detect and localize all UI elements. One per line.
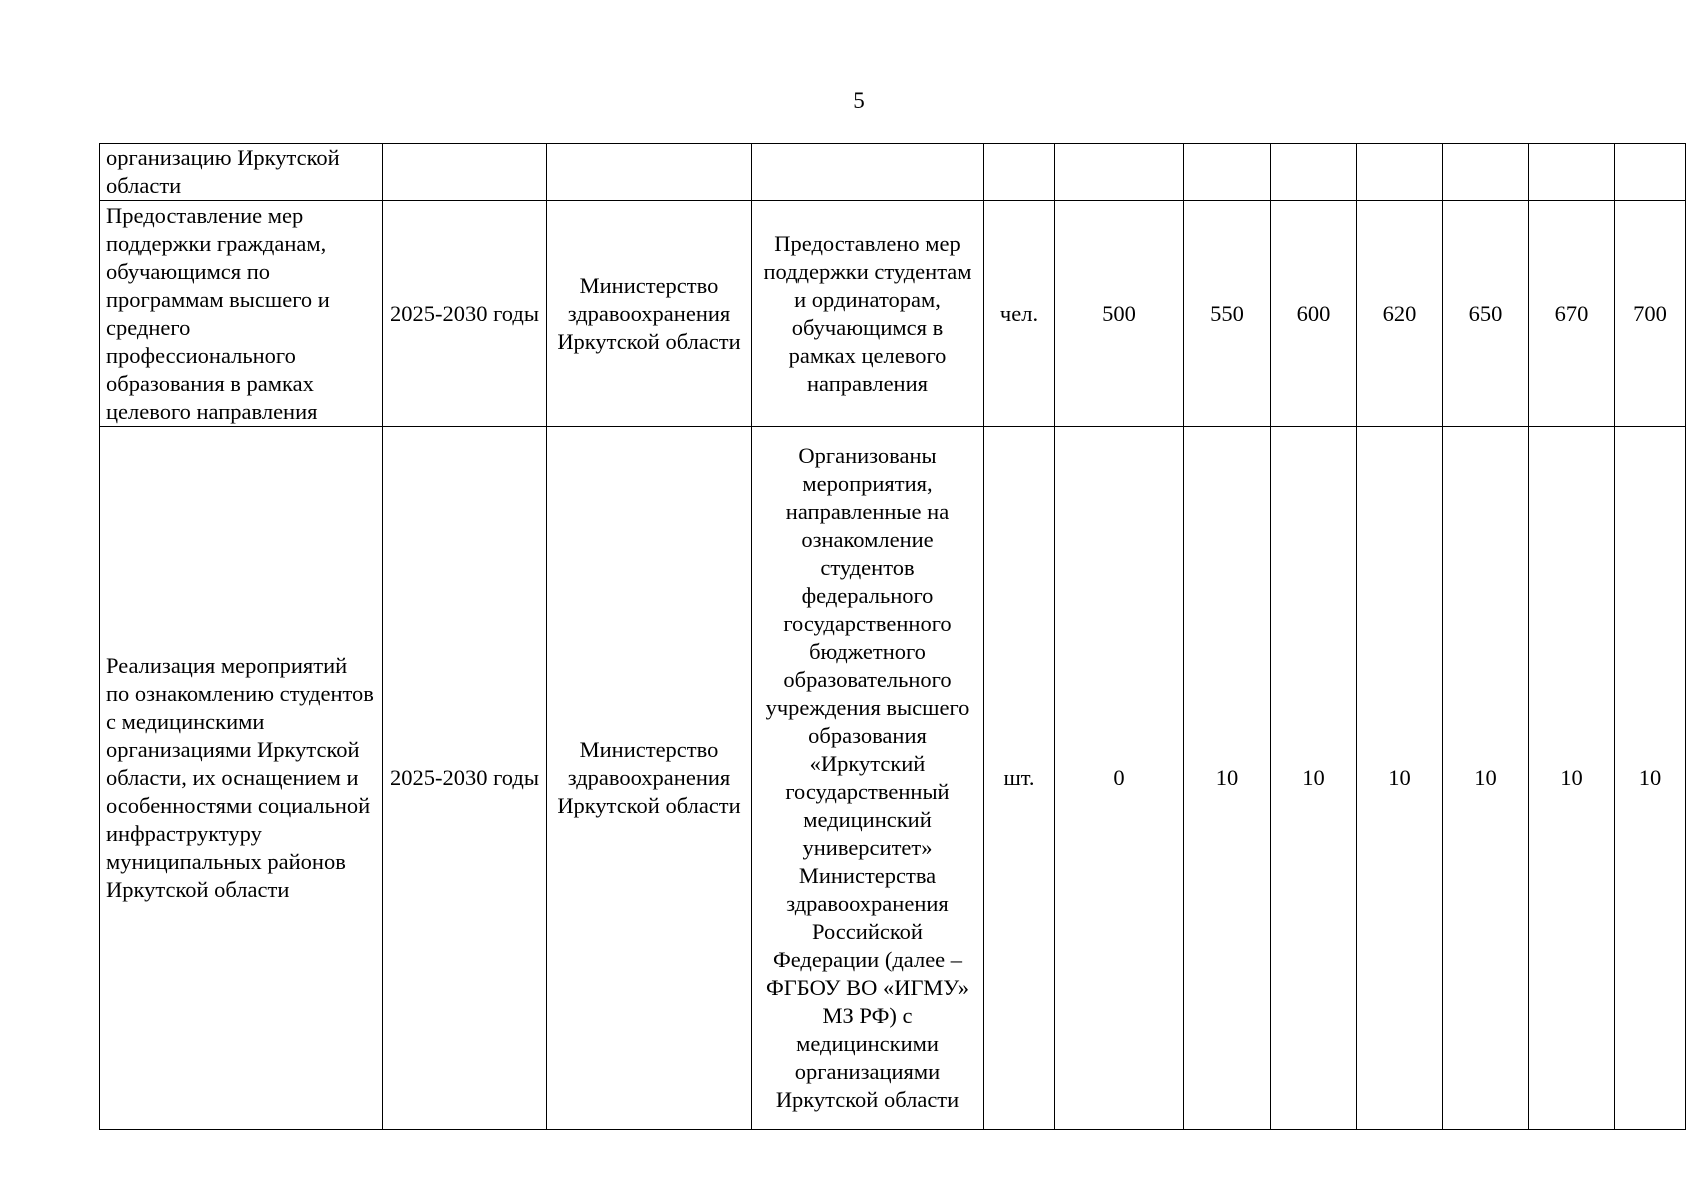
executor-cell [547, 144, 752, 201]
value-cell [1357, 144, 1443, 201]
value-cell [1529, 144, 1615, 201]
value-cell: 600 [1271, 201, 1357, 427]
event-cell: Предоставление мер поддержки гражданам, обучающимся по программам высшего и среднего профессионального образования в рамках целевого направления [100, 201, 383, 427]
value-cell: 650 [1443, 201, 1529, 427]
value-cell: 500 [1055, 201, 1184, 427]
executor-cell: Министерство здравоохранения Иркутской области [547, 427, 752, 1130]
event-cell: организацию Иркутской области [100, 144, 383, 201]
indicator-cell: Организованы мероприятия, направленные на ознакомление студентов федерального государственного бюджетного образовательного учреждения высшего образования «Иркутский государственный медицинский университет» Министерства здравоохранения Российской Федерации (далее – ФГБОУ ВО «ИГМУ» МЗ РФ) с медицинскими организациями Иркутской области [752, 427, 984, 1130]
indicator-cell: Предоставлено мер поддержки студентам и ординаторам, обучающимся в рамках целевого направления [752, 201, 984, 427]
program-table [99, 143, 1686, 1130]
value-cell: 10 [1529, 427, 1615, 1130]
table-row [100, 201, 1686, 427]
value-cell: 10 [1443, 427, 1529, 1130]
value-cell: 0 [1055, 427, 1184, 1130]
period-cell: 2025-2030 годы [383, 201, 547, 427]
period-cell: 2025-2030 годы [383, 427, 547, 1130]
value-cell [1271, 144, 1357, 201]
value-cell: 550 [1184, 201, 1271, 427]
unit-cell: чел. [984, 201, 1055, 427]
event-cell: Реализация мероприятий по ознакомлению студентов с медицинскими организациями Иркутской области, их оснащением и особенностями социальной инфраструктуру муниципальных районов Иркутской области [100, 427, 383, 1130]
value-cell: 10 [1184, 427, 1271, 1130]
value-cell: 620 [1357, 201, 1443, 427]
value-cell: 670 [1529, 201, 1615, 427]
value-cell: 10 [1271, 427, 1357, 1130]
value-cell [1184, 144, 1271, 201]
table-row [100, 144, 1686, 201]
indicator-cell [752, 144, 984, 201]
value-cell: 10 [1615, 427, 1686, 1130]
unit-cell: шт. [984, 427, 1055, 1130]
period-cell [383, 144, 547, 201]
value-cell [1443, 144, 1529, 201]
table-row [100, 427, 1686, 1130]
value-cell [1615, 144, 1686, 201]
value-cell: 10 [1357, 427, 1443, 1130]
executor-cell: Министерство здравоохранения Иркутской области [547, 201, 752, 427]
value-cell: 700 [1615, 201, 1686, 427]
page-number: 5 [853, 88, 865, 113]
unit-cell [984, 144, 1055, 201]
value-cell [1055, 144, 1184, 201]
